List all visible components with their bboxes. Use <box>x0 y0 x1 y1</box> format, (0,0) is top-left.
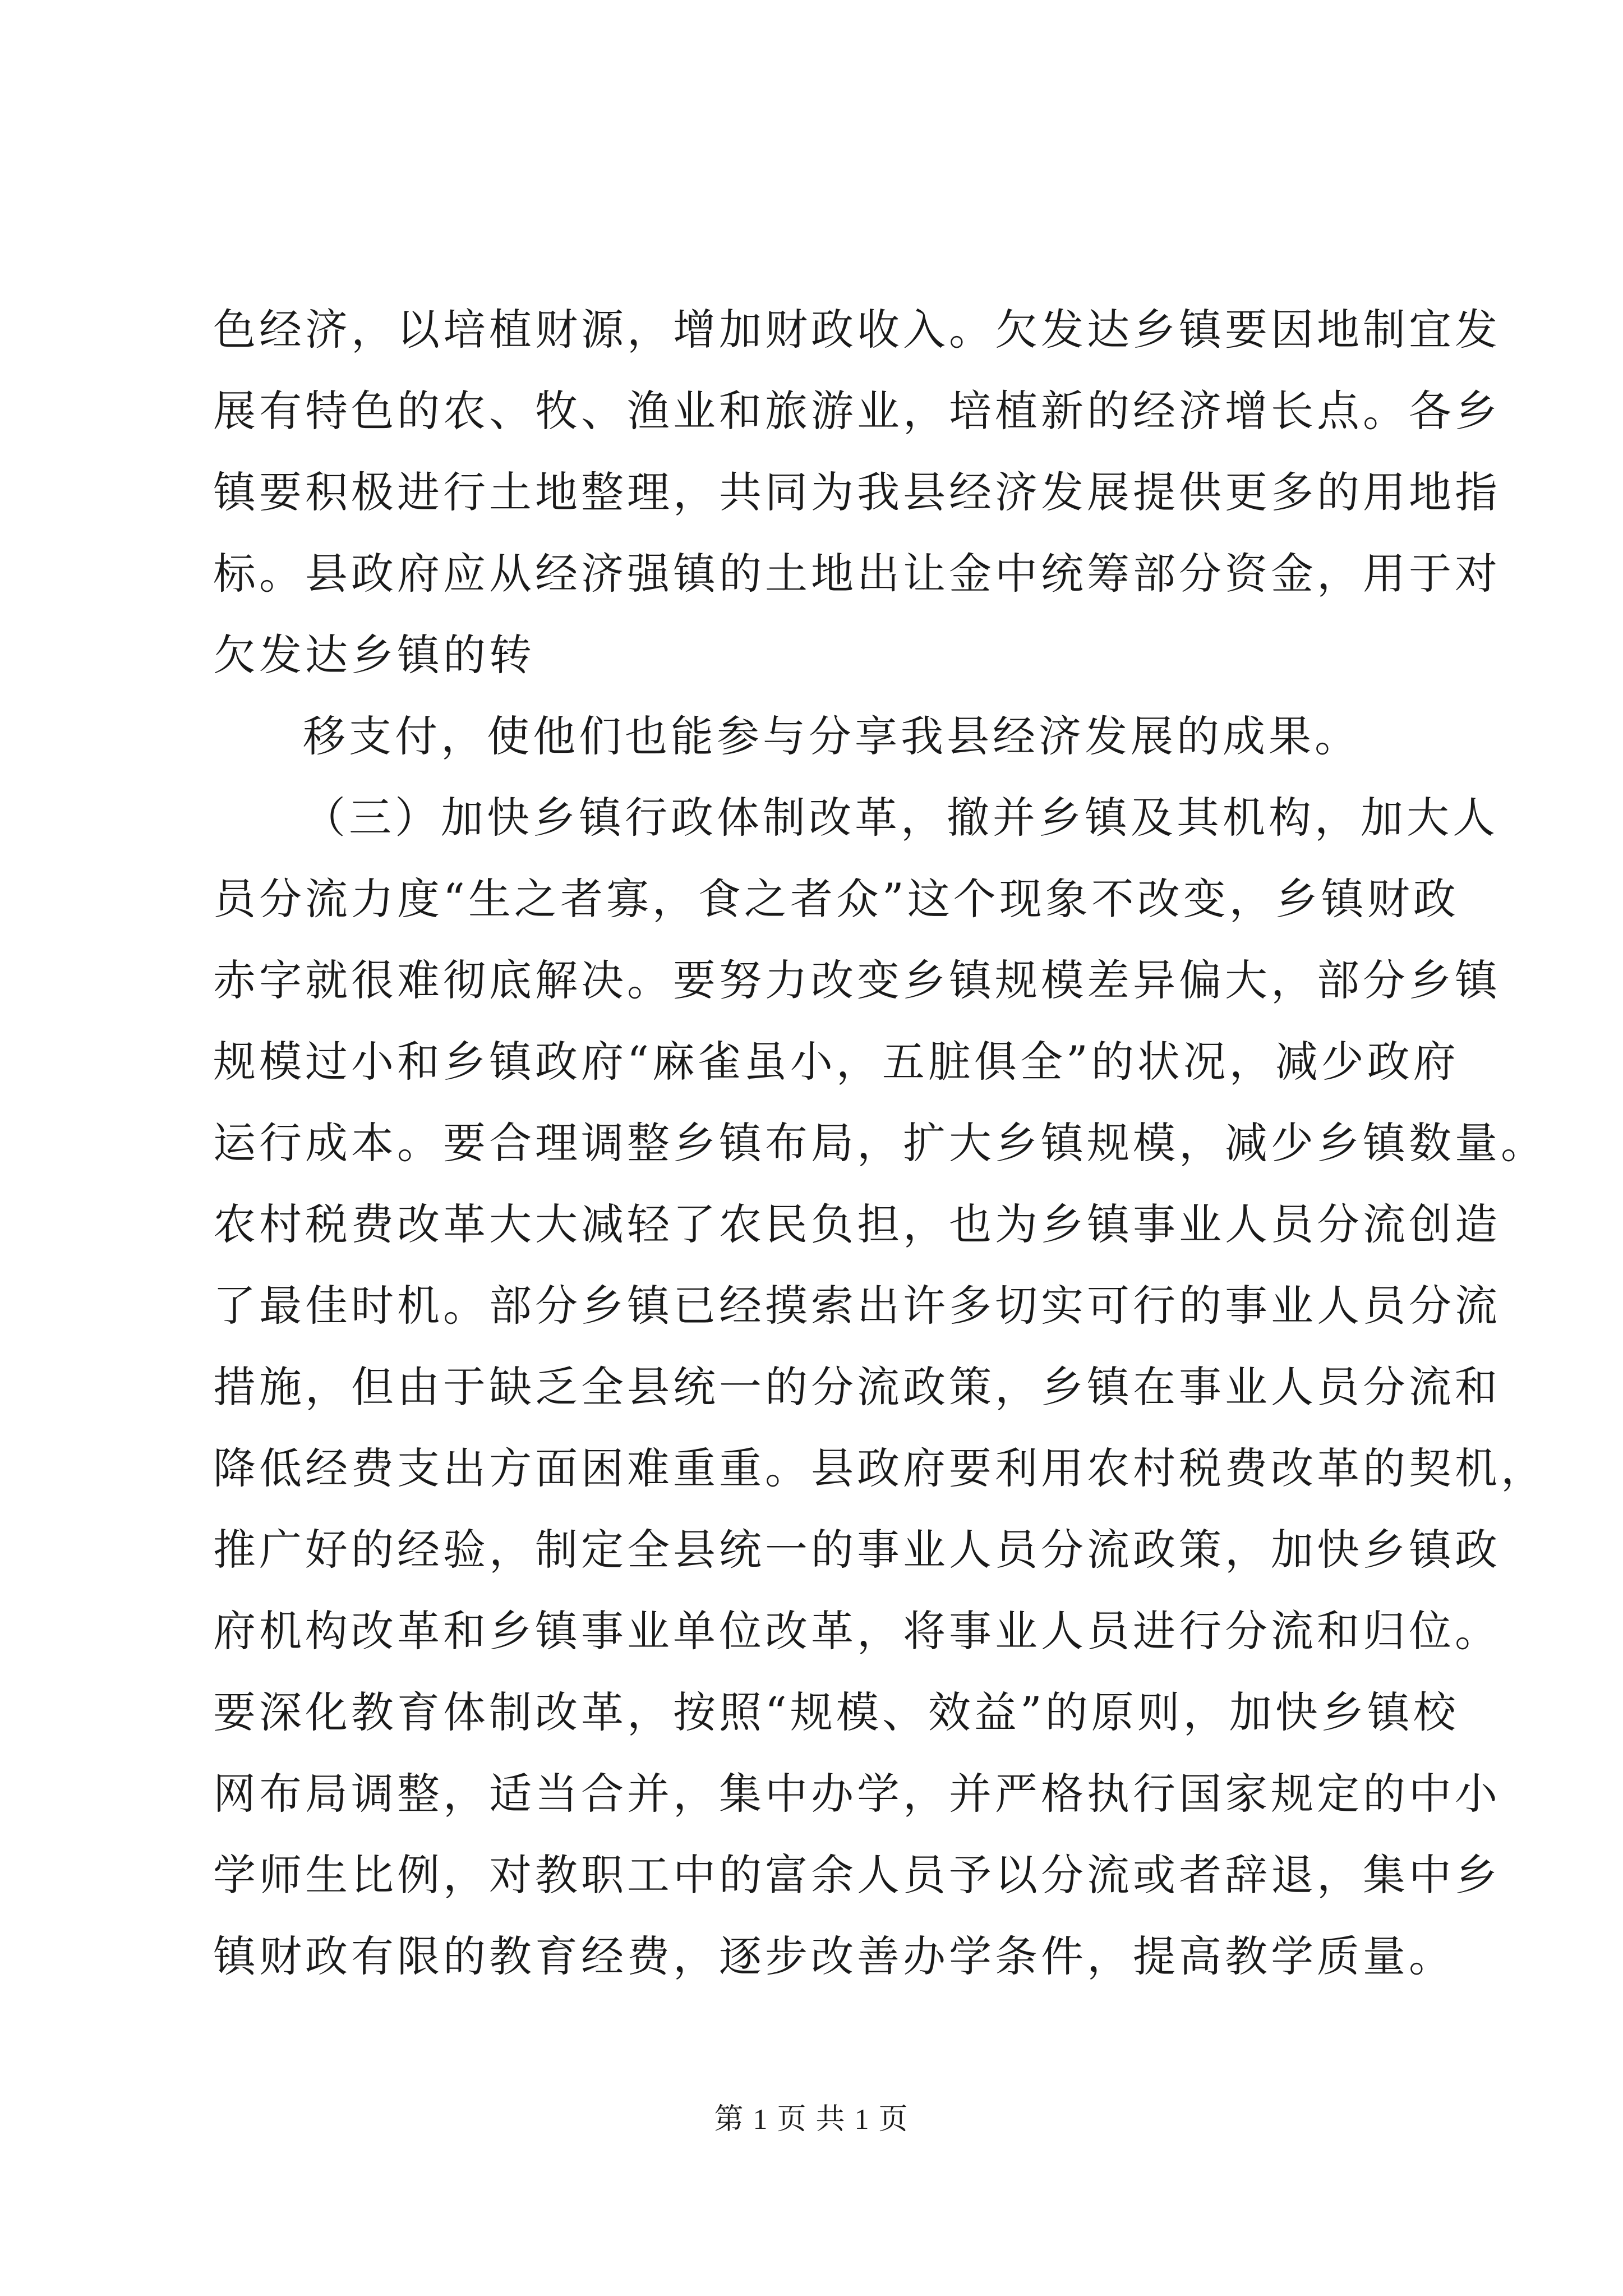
text-line: 推广好的经验，制定全县统一的事业人员分流政策，加快乡镇政 <box>213 1525 1501 1575</box>
text-line: 网布局调整，适当合并，集中办学，并严格执行国家规定的中小 <box>213 1769 1501 1819</box>
text-line: 降低经费支出方面困难重重。县政府要利用农村税费改革的契机， <box>213 1443 1547 1493</box>
text-line: 赤字就很难彻底解决。要努力改变乡镇规模差异偏大，部分乡镇 <box>213 955 1501 1005</box>
text-line: 运行成本。要合理调整乡镇布局，扩大乡镇规模，减少乡镇数量。 <box>213 1118 1547 1168</box>
text-line: 标。县政府应从经济强镇的土地出让金中统筹部分资金，用于对 <box>213 549 1501 599</box>
text-line: 镇要积极进行土地整理，共同为我县经济发展提供更多的用地指 <box>213 467 1501 517</box>
text-line: 移支付，使他们也能参与分享我县经济发展的成果。 <box>303 711 1361 761</box>
text-line: 欠发达乡镇的转 <box>213 630 535 680</box>
text-line: 要深化教育体制改革，按照“规模、效益”的原则，加快乡镇校 <box>213 1687 1459 1737</box>
text-line: 色经济，以培植财源，增加财政收入。欠发达乡镇要因地制宜发 <box>213 305 1501 355</box>
text-line: 府机构改革和乡镇事业单位改革，将事业人员进行分流和归位。 <box>213 1606 1501 1656</box>
section-heading-line: （三）加快乡镇行政体制改革，撤并乡镇及其机构，加大人 <box>303 793 1498 843</box>
text-line: 员分流力度“生之者寡，食之者众”这个现象不改变，乡镇财政 <box>213 874 1459 924</box>
text-line: 农村税费改革大大减轻了农民负担，也为乡镇事业人员分流创造 <box>213 1199 1501 1249</box>
text-line: 学师生比例，对教职工中的富余人员予以分流或者辞退，集中乡 <box>213 1850 1501 1900</box>
text-line: 了最佳时机。部分乡镇已经摸索出许多切实可行的事业人员分流 <box>213 1281 1501 1331</box>
body-text <box>213 289 1547 1997</box>
text-line: 措施，但由于缺乏全县统一的分流政策，乡镇在事业人员分流和 <box>213 1362 1501 1412</box>
text-line: 展有特色的农、牧、渔业和旅游业，培植新的经济增长点。各乡 <box>213 386 1501 436</box>
text-line: 规模过小和乡镇政府“麻雀虽小，五脏俱全”的状况，减少政府 <box>213 1037 1459 1087</box>
text-line: 镇财政有限的教育经费，逐步改善办学条件，提高教学质量。 <box>213 1931 1455 1981</box>
page-footer: 第 1 页 共 1 页 <box>714 2104 909 2136</box>
